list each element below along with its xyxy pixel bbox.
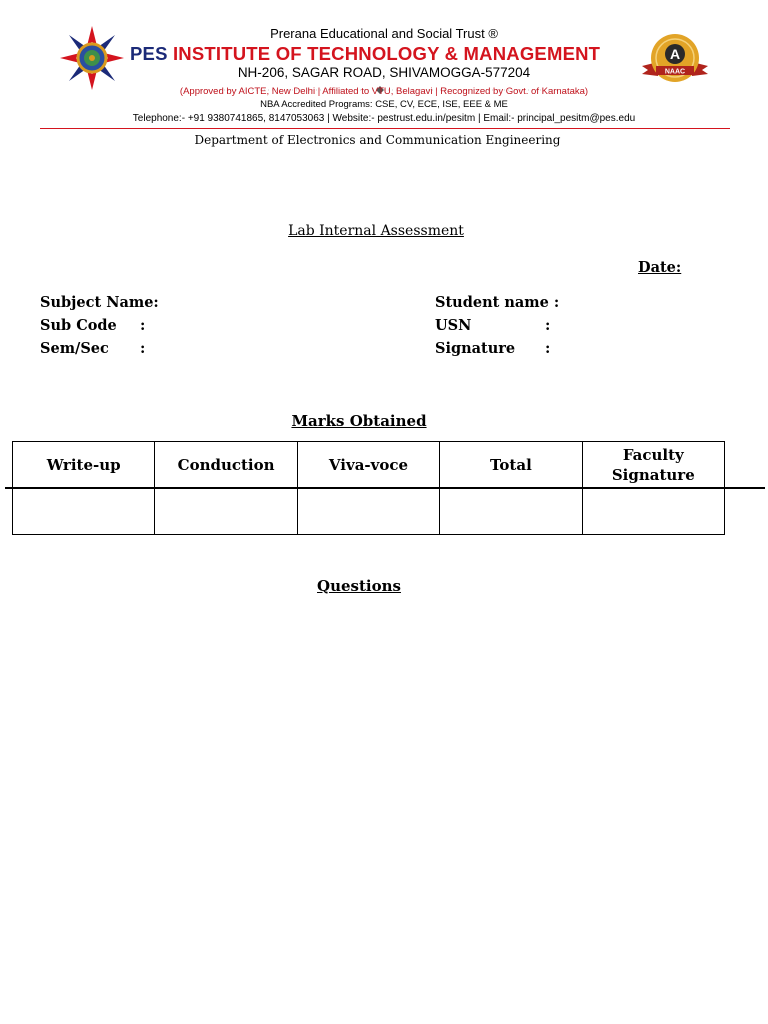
naac-badge	[638, 30, 712, 88]
usn-colon: :	[545, 317, 551, 334]
institute-prefix: PES	[130, 43, 168, 64]
cell-total[interactable]	[440, 488, 582, 535]
marks-header-row	[13, 442, 725, 488]
cell-viva-voce[interactable]	[297, 488, 439, 535]
questions-title: Questions	[317, 577, 401, 595]
naac-label: NAAC	[664, 68, 686, 76]
cell-faculty-signature[interactable]	[582, 488, 724, 535]
header-write-up: Write-up	[13, 442, 155, 488]
header-viva-voce: Viva-voce	[297, 442, 439, 488]
contact-line: Telephone:- +91 9380741865, 8147053063 | Website:- pestrust.edu.in/pesitm | Email:- principal_pesitm@pes.edu	[132, 113, 636, 124]
subject-name-label: Subject Name:	[40, 294, 159, 311]
date-label: Date:	[638, 259, 682, 276]
cell-write-up[interactable]	[13, 488, 155, 535]
header-conduction: Conduction	[155, 442, 297, 488]
header-faculty-signature: Faculty Signature	[582, 442, 724, 488]
trust-name: Prerana Educational and Social Trust ®	[270, 26, 498, 41]
sub-code-colon: :	[140, 317, 146, 334]
sem-sec-label: Sem/Sec	[40, 340, 109, 357]
approval-line: (Approved by AICTE, New Delhi | Affiliated to VTU, Belagavi | Recognized by Govt. of Karnataka)	[179, 86, 589, 97]
header-rule	[40, 128, 730, 129]
naac-grade: A	[669, 46, 681, 62]
marks-entry-row	[13, 488, 725, 535]
student-name-label: Student name :	[435, 294, 560, 311]
institute-rest: INSTITUTE OF TECHNOLOGY & MANAGEMENT	[172, 43, 601, 64]
cell-conduction[interactable]	[155, 488, 297, 535]
institute-address: NH-206, SAGAR ROAD, SHIVAMOGGA-577204	[237, 65, 531, 80]
department-name: Department of Electronics and Communication Engineering	[194, 133, 561, 147]
sem-sec-colon: :	[140, 340, 146, 357]
table-separator-line	[5, 487, 765, 489]
signature-colon: :	[545, 340, 551, 357]
nba-line: NBA Accredited Programs: CSE, CV, ECE, ISE, EEE & ME	[260, 99, 508, 110]
header-total: Total	[440, 442, 582, 488]
signature-label: Signature	[435, 340, 516, 357]
sub-code-label: Sub Code	[40, 317, 117, 334]
marks-title: Marks Obtained	[291, 412, 427, 430]
institute-name	[130, 43, 640, 65]
usn-label: USN	[435, 317, 472, 334]
document-title: Lab Internal Assessment	[288, 223, 464, 239]
